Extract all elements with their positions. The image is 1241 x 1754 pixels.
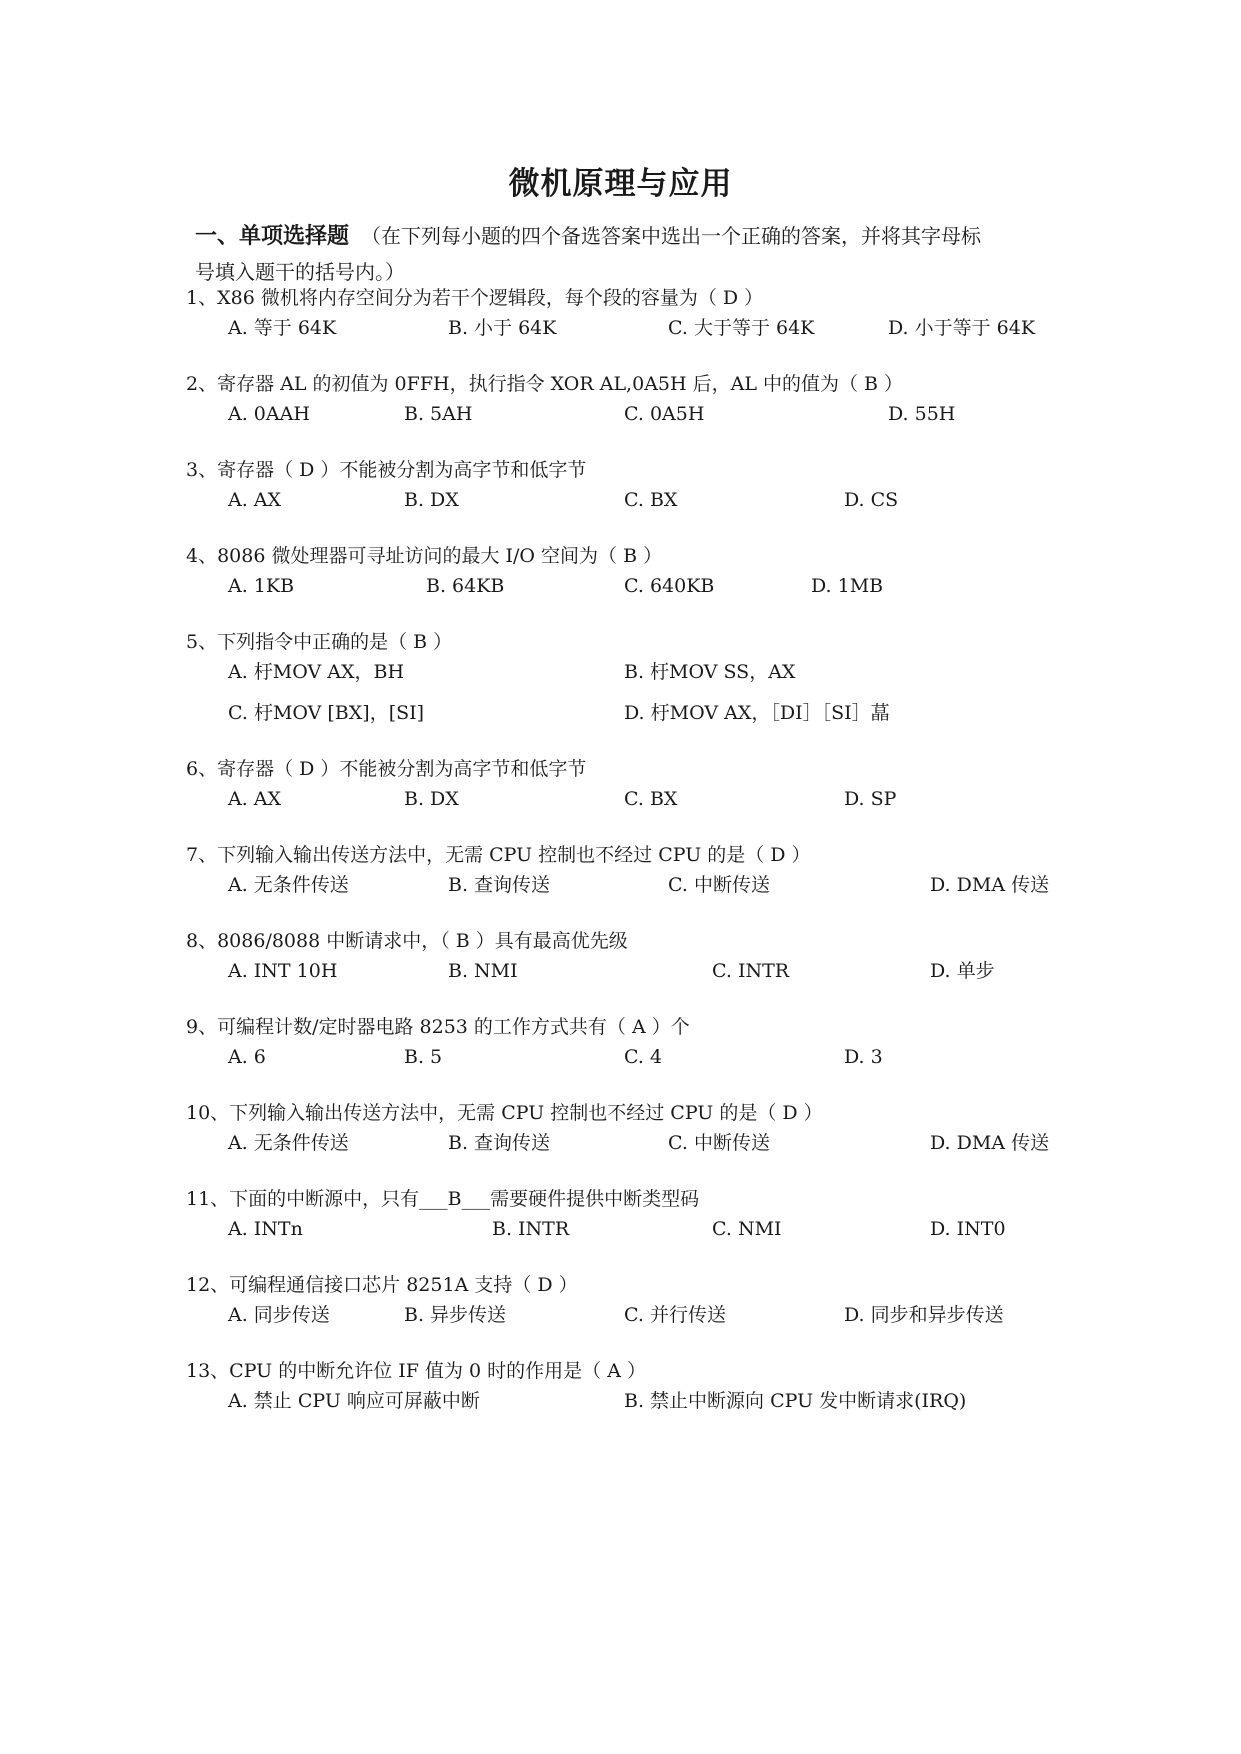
option-b: B. 5AH (404, 403, 473, 425)
option-c: C. 并行传送 (624, 1304, 726, 1326)
option-b: B. DX (404, 788, 459, 810)
option-row (186, 957, 1086, 998)
question-stem: 2、寄存器 AL 的初值为 0FFH，执行指令 XOR AL,0A5H 后，AL 中的值为（ B ） (186, 373, 904, 395)
option-d: D. INT0 (930, 1218, 1006, 1240)
option-a: A. 无条件传送 (228, 1132, 349, 1154)
option-row (186, 1129, 1086, 1170)
question-stem: 8、8086/8088 中断请求中，（ B ）具有最高优先级 (186, 930, 628, 952)
option-row (186, 1301, 1086, 1342)
question-9 (186, 1013, 1086, 1084)
option-c: C. INTR (712, 960, 790, 982)
option-row (186, 1215, 1086, 1256)
option-b: B. DX (404, 489, 459, 511)
option-c: C. BX (624, 489, 678, 511)
question-13 (186, 1357, 1086, 1428)
option-d: D. 3 (844, 1046, 883, 1068)
question-stem: 9、可编程计数/定时器电路 8253 的工作方式共有（ A ）个 (186, 1016, 690, 1038)
option-d: D. 小于等于 64K (888, 317, 1036, 339)
option-b: B. 小于 64K (448, 317, 557, 339)
option-a: A. 等于 64K (228, 317, 337, 339)
option-row (186, 871, 1086, 912)
option-a: A. 禁止 CPU 响应可屏蔽中断 (228, 1390, 480, 1412)
question-5 (186, 628, 1086, 740)
option-c: C. BX (624, 788, 678, 810)
question-stem: 7、下列输入输出传送方法中，无需 CPU 控制也不经过 CPU 的是（ D ） (186, 844, 811, 866)
question-stem: 1、X86 微机将内存空间分为若干个逻辑段，每个段的容量为（ D ） (186, 287, 764, 309)
option-a: A. INT 10H (228, 960, 338, 982)
option-d: D. DMA 传送 (930, 874, 1050, 896)
option-b: B. 查询传送 (448, 874, 551, 896)
option-d: D. 1MB (811, 575, 884, 597)
option-a: A. AX (228, 788, 282, 810)
option-b: B. 禁止中断源向 CPU 发中断请求(IRQ) (624, 1390, 967, 1412)
option-c: C. 中断传送 (668, 1132, 770, 1154)
option-a: A. 杅MOV AX，BH (228, 661, 405, 683)
question-11 (186, 1185, 1086, 1256)
option-a: A. 1KB (228, 575, 295, 597)
question-stem: 5、下列指令中正确的是（ B ） (186, 631, 453, 653)
option-b: B. 异步传送 (404, 1304, 507, 1326)
option-row (186, 314, 1086, 355)
question-stem: 4、8086 微处理器可寻址访问的最大 I/O 空间为（ B ） (186, 545, 663, 567)
option-a: A. INTn (228, 1218, 303, 1240)
option-c: C. 640KB (624, 575, 715, 597)
option-a: A. AX (228, 489, 282, 511)
option-c: C. 0A5H (624, 403, 705, 425)
option-c: C. 4 (624, 1046, 663, 1068)
question-3 (186, 456, 1086, 527)
option-b: B. 查询传送 (448, 1132, 551, 1154)
page-title: 微机原理与应用 (508, 166, 733, 202)
option-row (186, 400, 1086, 441)
option-b: B. NMI (448, 960, 518, 982)
option-b: B. 64KB (426, 575, 505, 597)
question-1 (186, 284, 1086, 355)
option-b: B. 杅MOV SS，AX (624, 661, 796, 683)
option-c: C. 杅MOV [BX]，[SI] (228, 702, 425, 724)
option-d: D. 单步 (930, 960, 995, 982)
question-2 (186, 370, 1086, 441)
option-c: C. NMI (712, 1218, 782, 1240)
option-d: D. CS (844, 489, 899, 511)
option-row (186, 486, 1086, 527)
question-stem: 11、下面的中断源中，只有___B___需要硬件提供中断类型码 (186, 1188, 700, 1210)
section-instruction: （在下列每小题的四个备选答案中选出一个正确的答案，并将其字母标 (361, 224, 982, 248)
section-heading (195, 218, 1065, 290)
option-c: C. 中断传送 (668, 874, 770, 896)
question-10 (186, 1099, 1086, 1170)
question-8 (186, 927, 1086, 998)
option-a: A. 无条件传送 (228, 874, 349, 896)
option-a: A. 同步传送 (228, 1304, 330, 1326)
option-b: B. 5 (404, 1046, 443, 1068)
option-d: D. SP (844, 788, 897, 810)
option-row (186, 1043, 1086, 1084)
option-row (186, 785, 1086, 826)
option-rows (186, 658, 1086, 740)
option-b: B. INTR (492, 1218, 570, 1240)
question-4 (186, 542, 1086, 613)
option-d: D. DMA 传送 (930, 1132, 1050, 1154)
section-title: 一、单项选择题 (195, 223, 350, 249)
question-7 (186, 841, 1086, 912)
option-row (186, 572, 1086, 613)
question-stem: 12、可编程通信接口芯片 8251A 支持（ D ） (186, 1274, 578, 1296)
question-stem: 6、寄存器（ D ）不能被分割为高字节和低字节 (186, 758, 587, 780)
option-a: A. 0AAH (228, 403, 310, 425)
option-d: D. 55H (888, 403, 956, 425)
question-stem: 3、寄存器（ D ）不能被分割为高字节和低字节 (186, 459, 587, 481)
question-stem: 13、CPU 的中断允许位 IF 值为 0 时的作用是（ A ） (186, 1360, 646, 1382)
question-6 (186, 755, 1086, 826)
option-row (186, 1387, 1086, 1428)
option-d: D. 同步和异步传送 (844, 1304, 1004, 1326)
question-12 (186, 1271, 1086, 1342)
option-c: C. 大于等于 64K (668, 317, 815, 339)
question-list (186, 284, 1086, 1443)
question-stem: 10、下列输入输出传送方法中，无需 CPU 控制也不经过 CPU 的是（ D ） (186, 1102, 823, 1124)
option-a: A. 6 (228, 1046, 266, 1068)
option-d: D. 杅MOV AX，［DI］［SI］蕌 (624, 702, 890, 724)
section-instruction-cont: 号填入题干的括号内。） (195, 260, 405, 284)
